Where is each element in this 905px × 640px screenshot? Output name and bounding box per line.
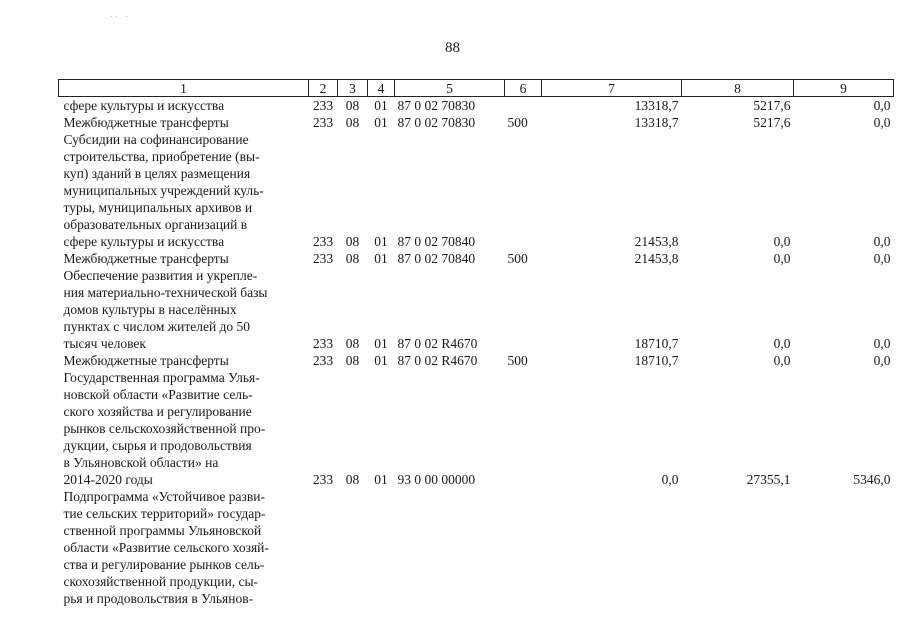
ministry-code-cell: 233 [312,251,334,266]
header-cell: 3 [338,80,368,97]
ministry-code-cell: 233 [312,98,334,113]
section-code-cell: 08 [345,98,360,113]
header-cell: 8 [682,80,794,97]
ministry-code-cell: 233 [312,336,334,351]
row-name-line: Межбюджетные трансферты [63,115,229,130]
row-name-cell [59,369,309,488]
subsection-code-cell: 01 [374,353,388,368]
amount-col8-cell: 0,0 [773,336,791,351]
subsection-code-cell: 01 [374,234,388,249]
row-name-line: ского хозяйства и регулирование [63,404,252,419]
header-cell: 5 [395,80,505,97]
row-name-line: 2014-2020 годы [63,472,153,487]
row-name-line: строительства, приобретение (вы- [63,149,260,164]
row-name-line: ственной программы Ульяновской [63,523,262,538]
target-article-cell: 87 0 02 R4670 [397,353,478,368]
amount-col7-cell: 18710,7 [634,353,679,368]
target-article-cell: 87 0 02 R4670 [397,336,478,351]
ministry-code-cell: 233 [312,472,334,487]
expense-type-cell: 500 [507,251,528,266]
row-name-line: ства и регулирование рынков сель- [63,557,265,572]
header-cell: 4 [368,80,395,97]
table-row [59,369,894,488]
row-name-line: новской области «Развитие сель- [63,387,253,402]
amount-col7-cell: 18710,7 [634,336,679,351]
section-code-cell: 08 [345,353,360,368]
subsection-code-cell: 01 [374,115,388,130]
row-name-line: Субсидии на софинансирование [63,132,249,147]
target-article-cell: 87 0 02 70830 [397,98,476,113]
subsection-code-cell: 01 [374,251,388,266]
ministry-code-cell: 233 [312,115,334,130]
amount-col9-cell: 0,0 [873,98,891,113]
row-name-line: пунктах с числом жителей до 50 [63,319,251,334]
row-name-cell [59,488,309,607]
row-name-line: Подпрограмма «Устойчивое разви- [63,489,265,504]
amount-col9-cell: 5346,0 [853,472,891,487]
target-article-cell: 93 0 00 00000 [397,472,476,487]
expense-type-cell [505,131,542,250]
row-name-line: образовательных организаций в [63,217,248,232]
header-cell: 2 [309,80,338,97]
header-cell: 6 [505,80,542,97]
amount-col8-cell: 27355,1 [746,472,791,487]
table-row [59,488,894,607]
amount-col9-cell: 0,0 [873,251,891,266]
row-name-line: тие сельских территорий» государ- [63,506,266,521]
row-name-line: сфере культуры и искусства [63,234,225,249]
row-name-line: Обеспечение развития и укрепле- [63,268,258,283]
amount-col8-cell: 5217,6 [753,98,791,113]
row-name-line: муниципальных учреждений куль- [63,183,264,198]
target-article-cell: 87 0 02 70840 [397,234,476,249]
scan-specks: ·· · [110,13,131,21]
amount-col9-cell [794,488,894,607]
row-name-cell [59,267,309,352]
row-name-line: туры, муниципальных архивов и [63,200,253,215]
amount-col7-cell: 13318,7 [634,115,679,130]
amount-col7-cell: 0,0 [661,472,679,487]
row-name-line: Межбюджетные трансферты [63,353,229,368]
expense-type-cell [505,488,542,607]
section-code-cell: 08 [345,234,360,249]
row-name-line: скохозяйственной продукции, сы- [63,574,259,589]
amount-col7-cell: 21453,8 [634,251,679,266]
header-row [59,80,894,97]
amount-col9-cell: 0,0 [873,336,891,351]
table-body [59,97,894,608]
row-name-line: Государственная программа Улья- [63,370,260,385]
row-name-cell [59,114,309,131]
row-name-line: тысяч человек [63,336,146,351]
table-row [59,131,894,250]
row-name-line: домов культуры в населённых [63,302,237,317]
amount-col7-cell: 13318,7 [634,98,679,113]
section-code-cell: 08 [345,336,360,351]
header-cell: 1 [59,80,309,97]
row-name-cell [59,250,309,267]
table-row [59,114,894,131]
row-name-cell [59,97,309,115]
subsection-code-cell: 01 [374,472,388,487]
amount-col7-cell [542,488,682,607]
amount-col8-cell [682,488,794,607]
section-code-cell: 08 [345,115,360,130]
subsection-code-cell: 01 [374,98,388,113]
amount-col9-cell: 0,0 [873,353,891,368]
table-row [59,267,894,352]
subsection-code-cell: 01 [374,336,388,351]
row-name-line: сфере культуры и искусства [63,98,225,113]
row-name-line: куп) зданий в целях размещения [63,166,251,181]
expense-type-cell: 500 [507,115,528,130]
amount-col8-cell: 0,0 [773,353,791,368]
target-article-cell: 87 0 02 70830 [397,115,476,130]
row-name-cell [59,352,309,369]
table-row [59,352,894,369]
row-name-line: рынков сельскохозяйственной про- [63,421,266,436]
header-cell: 9 [794,80,894,97]
table-row [59,97,894,115]
amount-col7-cell: 21453,8 [634,234,679,249]
ministry-code-cell [309,488,338,607]
row-name-line: рья и продовольствия в Ульянов- [63,591,254,606]
section-code-cell: 08 [345,251,360,266]
target-article-cell [395,488,505,607]
row-name-line: ния материально-технической базы [63,285,268,300]
expense-type-cell [505,97,542,115]
ministry-code-cell: 233 [312,353,334,368]
section-code-cell [338,488,368,607]
budget-table [58,79,894,607]
subsection-code-cell [368,488,395,607]
amount-col8-cell: 0,0 [773,234,791,249]
expense-type-cell [505,369,542,488]
expense-type-cell: 500 [507,353,528,368]
row-name-line: Межбюджетные трансферты [63,251,229,266]
row-name-line: дукции, сырья и продовольствия [63,438,252,453]
page-number: 88 [445,40,460,56]
row-name-line: области «Развитие сельского хозяй- [63,540,269,555]
amount-col9-cell: 0,0 [873,115,891,130]
expense-type-cell [505,267,542,352]
amount-col8-cell: 5217,6 [753,115,791,130]
target-article-cell: 87 0 02 70840 [397,251,476,266]
table-row [59,250,894,267]
amount-col8-cell: 0,0 [773,251,791,266]
amount-col9-cell: 0,0 [873,234,891,249]
ministry-code-cell: 233 [312,234,334,249]
section-code-cell: 08 [345,472,360,487]
row-name-cell [59,131,309,250]
header-cell: 7 [542,80,682,97]
row-name-line: в Ульяновской области» на [63,455,219,470]
